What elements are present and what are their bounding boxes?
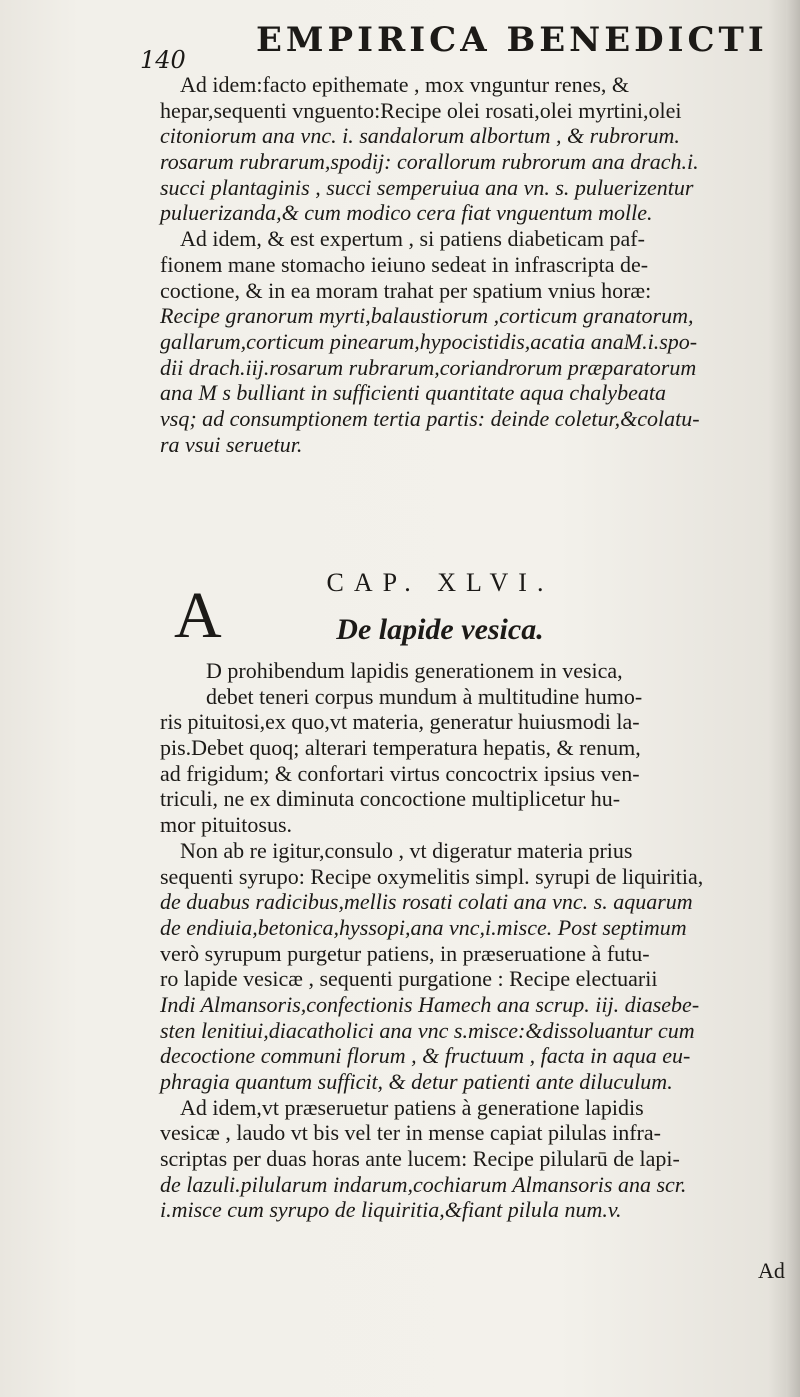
running-head: EMPIRICA BENEDICTI bbox=[256, 20, 768, 60]
text-line: triculi, ne ex diminuta concoctione multiplicetur hu- bbox=[160, 786, 621, 812]
text-line: succi plantaginis , succi semperuiua ana vn. s. puluerizentur bbox=[160, 174, 694, 200]
text-line: D prohibendum lapidis generationem in vesica, bbox=[206, 658, 623, 683]
text-line: debet teneri corpus mundum à multitudine humo- bbox=[206, 683, 643, 709]
text-line: de lazuli.pilularum indarum,cochiarum Almansoris ana scr. bbox=[160, 1171, 687, 1197]
text-line: de endiuia,betonica,hyssopi,ana vnc,i.misce. Post septimum bbox=[160, 914, 687, 940]
text-line: Ad idem:facto epithemate , mox vnguntur renes, & bbox=[180, 72, 630, 97]
text-line: i.misce cum syrupo de liquiritia,&fiant pilula num.v. bbox=[160, 1197, 622, 1223]
text-line: mor pituitosus. bbox=[160, 812, 293, 838]
text-line: dii drach.iij.rosarum rubrarum,coriandrorum præparatorum bbox=[160, 354, 697, 380]
text-line: fionem mane stomacho ieiuno sedeat in infrascripta de- bbox=[160, 251, 649, 277]
text-line: vsq; ad consumptionem tertia partis: deinde coletur,&colatu- bbox=[160, 405, 700, 431]
text-line: hepar,sequenti vnguento:Recipe olei rosati,olei myrtini,olei bbox=[160, 97, 682, 123]
text-line: phragia quantum sufficit, & detur patienti ante diluculum. bbox=[160, 1069, 673, 1094]
text-line: ris pituitosi,ex quo,vt materia, generatur huiusmodi la- bbox=[160, 709, 640, 735]
text-line: Recipe granorum myrti,balaustiorum ,corticum granatorum, bbox=[160, 303, 694, 329]
catchword: Ad bbox=[758, 1258, 785, 1283]
text-line: decoctione communi florum , & fructuum , facta in aqua eu- bbox=[160, 1043, 691, 1069]
text-line: sequenti syrupo: Recipe oxymelitis simpl. syrupi de liquiritia, bbox=[160, 863, 704, 889]
text-line: de duabus radicibus,mellis rosati colati ana vnc. s. aquarum bbox=[160, 889, 693, 915]
text-line: ro lapide vesicæ , sequenti purgatione : Recipe electuarii bbox=[160, 966, 658, 992]
text-line: puluerizanda,& cum modico cera fiat vnguentum molle. bbox=[160, 200, 653, 226]
text-line: Non ab re igitur,consulo , vt digeratur materia prius bbox=[180, 837, 633, 863]
drop-initial: A bbox=[174, 579, 222, 652]
text-line: rosarum rubrarum,spodij: corallorum rubrorum ana drach.i. bbox=[160, 149, 699, 175]
text-block bbox=[160, 72, 800, 1223]
text-line: Ad idem, & est expertum , si patiens diabeticam paf- bbox=[180, 226, 645, 252]
text-line: Ad idem,vt præseruetur patiens à generatione lapidis bbox=[180, 1094, 644, 1120]
text-line: ra vsui seruetur. bbox=[160, 431, 303, 457]
text-line: ana M s bulliant in sufficienti quantitate aqua chalybeata bbox=[160, 380, 666, 406]
chapter-heading: CAP. XLVI. bbox=[326, 568, 554, 597]
paragraph-with-initial bbox=[160, 658, 800, 1223]
text-line: citoniorum ana vnc. i. sandalorum albortum , & rubrorum. bbox=[160, 123, 680, 149]
text-line: Indi Almansoris,confectionis Hamech ana scrup. iij. diasebe- bbox=[160, 991, 700, 1017]
text-line: ad frigidum; & confortari virtus concoctrix ipsius ven- bbox=[160, 760, 640, 786]
text-line: vesicæ , laudo vt bis vel ter in mense capiat pilulas infra- bbox=[160, 1120, 661, 1146]
text-line: verò syrupum purgetur patiens, in præseruatione à futu- bbox=[160, 940, 650, 966]
chapter-title: De lapide vesica. bbox=[336, 613, 544, 646]
text-line: pis.Debet quoq; alterari temperatura hepatis, & renum, bbox=[160, 735, 641, 761]
text-line: gallarum,corticum pinearum,hypocistidis,acatia anaM.i.spo- bbox=[160, 328, 698, 354]
page-number: 140 bbox=[140, 46, 186, 74]
text-line: scriptas per duas horas ante lucem: Recipe pilularū de lapi- bbox=[160, 1146, 680, 1172]
text-line: coctione, & in ea moram trahat per spatium vnius horæ: bbox=[160, 277, 652, 303]
text-line: sten lenitiui,diacatholici ana vnc s.misce:&dissoluantur cum bbox=[160, 1017, 695, 1043]
